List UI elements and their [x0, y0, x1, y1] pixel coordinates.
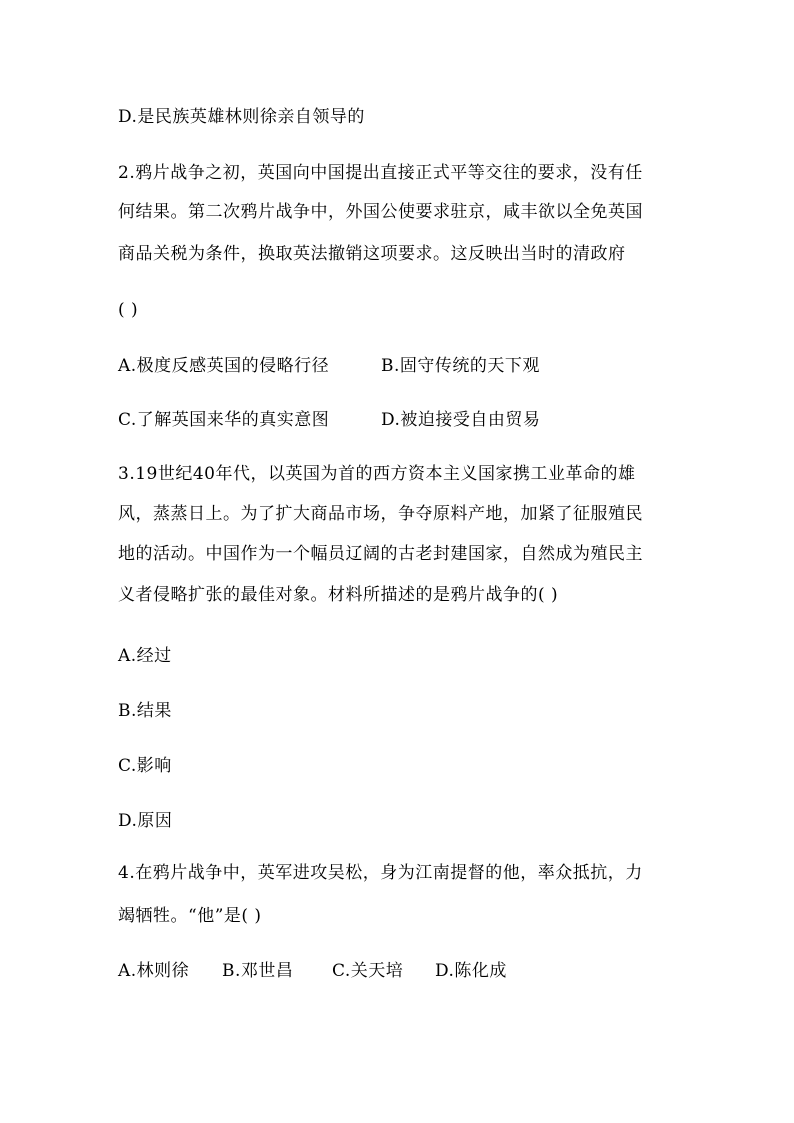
q4-option-a: A.林则徐: [118, 961, 190, 981]
q4-option-d: D.陈化成: [435, 961, 507, 981]
q3-option-a: A.经过: [118, 646, 172, 666]
q2-option-b: B.固守传统的天下观: [381, 356, 540, 376]
q3-stem-line-3: 地的活动。中国作为一个幅员辽阔的古老封建国家，自然成为殖民主: [118, 544, 643, 564]
q1-option-d: D.是民族英雄林则徐亲自领导的: [118, 107, 365, 127]
q4-stem-line-2: 竭牺牲。“他”是( ): [118, 906, 262, 926]
q2-stem-line-2: 何结果。第二次鸦片战争中，外国公使要求驻京，咸丰欲以全免英国: [118, 202, 643, 222]
q3-stem-line-4: 义者侵略扩张的最佳对象。材料所描述的是鸦片战争的( ): [118, 585, 559, 605]
q2-stem-line-3: 商品关税为条件，换取英法撤销这项要求。这反映出当时的清政府: [118, 244, 626, 264]
q3-option-c: C.影响: [118, 756, 172, 776]
q2-option-d: D.被迫接受自由贸易: [381, 410, 541, 430]
q3-option-d: D.原因: [118, 811, 173, 831]
q2-options-row-2: [118, 409, 540, 431]
q4-option-b: B.邓世昌: [222, 961, 294, 981]
q2-stem-line-1: 2.鸦片战争之初，英国向中国提出直接正式平等交往的要求，没有任: [118, 163, 643, 183]
q3-option-b: B.结果: [118, 701, 172, 721]
q2-option-c: C.了解英国来华的真实意图: [118, 410, 330, 430]
q4-stem-line-1: 4.在鸦片战争中，英军进攻吴松，身为江南提督的他，率众抵抗，力: [118, 863, 643, 883]
q3-stem-line-2: 风，蒸蒸日上。为了扩大商品市场，争夺原料产地，加紧了征服殖民: [118, 504, 643, 524]
q2-options-row-1: [118, 355, 540, 377]
q2-answer-blank: ( ): [118, 300, 139, 320]
q4-options-row: [118, 960, 507, 982]
q3-stem-line-1: 3.19世纪40年代，以英国为首的西方资本主义国家携工业革命的雄: [118, 464, 636, 484]
q2-option-a: A.极度反感英国的侵略行径: [118, 356, 330, 376]
q4-option-c: C.关天培: [332, 961, 404, 981]
